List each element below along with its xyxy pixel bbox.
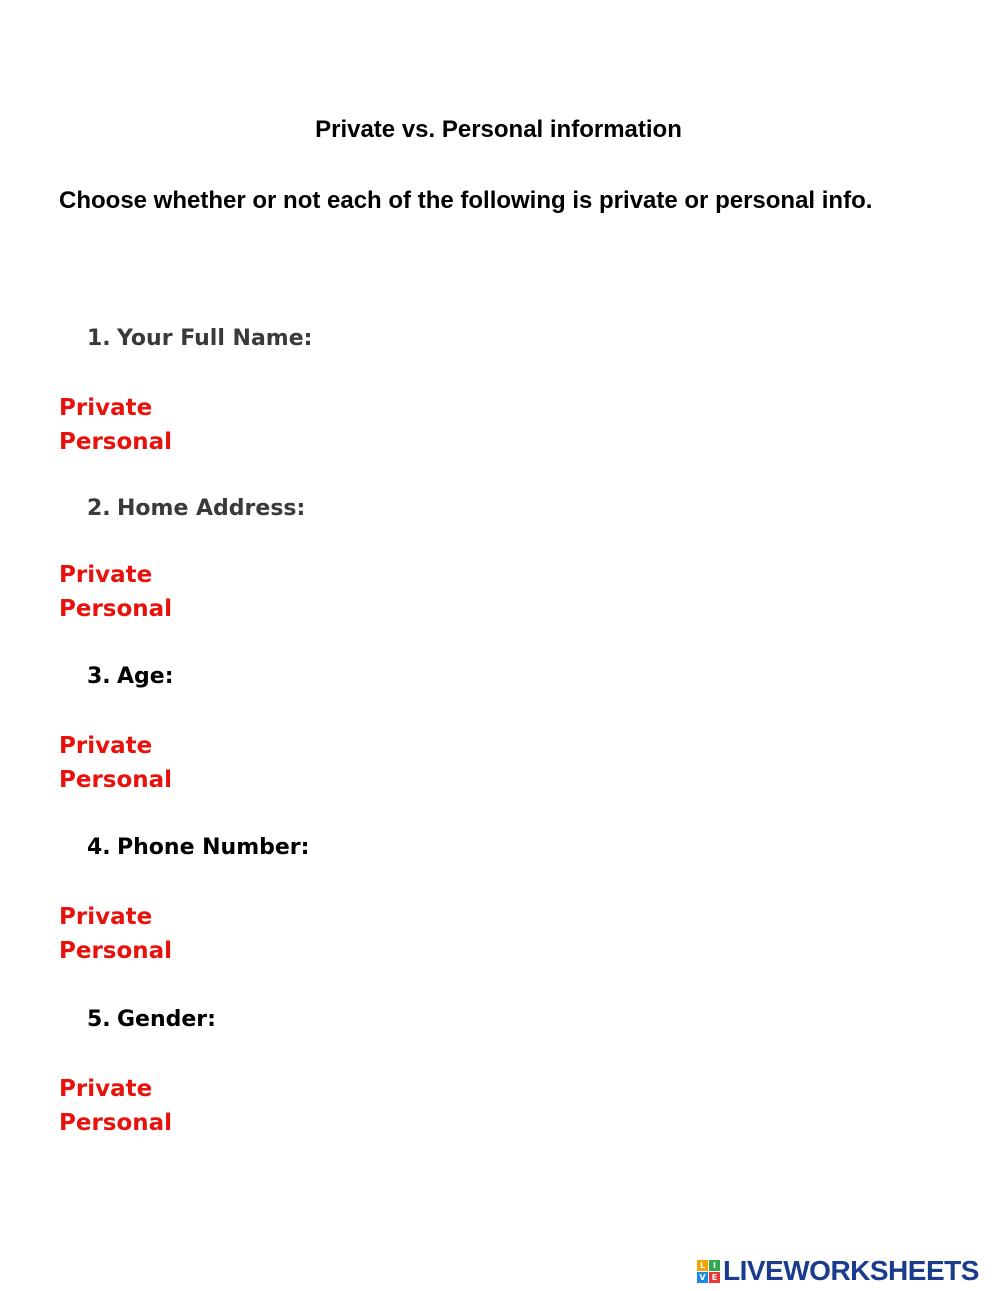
brand-name: LIVEWORKSHEETS xyxy=(723,1255,979,1286)
option-private-5[interactable]: Private xyxy=(59,1076,153,1102)
question-number: 4. xyxy=(87,835,111,860)
logo-letter: I xyxy=(709,1260,720,1271)
liveworksheets-logo xyxy=(697,1254,979,1288)
question-number: 3. xyxy=(87,664,111,689)
question-4 xyxy=(87,834,309,862)
question-3 xyxy=(87,663,174,691)
option-personal-2[interactable]: Personal xyxy=(59,596,173,622)
instructions: Choose whether or not each of the following is private or personal info. xyxy=(59,187,873,214)
logo-letter: L xyxy=(697,1260,708,1271)
option-private-3[interactable]: Private xyxy=(59,733,153,759)
question-label: Your Full Name: xyxy=(117,326,313,351)
option-personal-5[interactable]: Personal xyxy=(59,1110,173,1136)
option-private-2[interactable]: Private xyxy=(59,562,153,588)
option-private-4[interactable]: Private xyxy=(59,904,153,930)
question-2 xyxy=(87,495,305,523)
option-personal-1[interactable]: Personal xyxy=(59,429,173,455)
question-label: Gender: xyxy=(117,1007,216,1032)
question-label: Phone Number: xyxy=(117,835,310,860)
question-number: 5. xyxy=(87,1007,111,1032)
question-number: 2. xyxy=(87,496,111,521)
logo-letter: E xyxy=(709,1272,720,1283)
page-title: Private vs. Personal information xyxy=(315,116,682,143)
question-label: Age: xyxy=(117,664,174,689)
question-label: Home Address: xyxy=(117,496,306,521)
option-private-1[interactable]: Private xyxy=(59,395,153,421)
question-5 xyxy=(87,1006,216,1034)
option-personal-4[interactable]: Personal xyxy=(59,938,173,964)
question-1 xyxy=(87,325,312,353)
question-number: 1. xyxy=(87,326,111,351)
option-personal-3[interactable]: Personal xyxy=(59,767,173,793)
logo-letter: V xyxy=(697,1272,708,1283)
liveworksheets-icon xyxy=(697,1260,720,1283)
